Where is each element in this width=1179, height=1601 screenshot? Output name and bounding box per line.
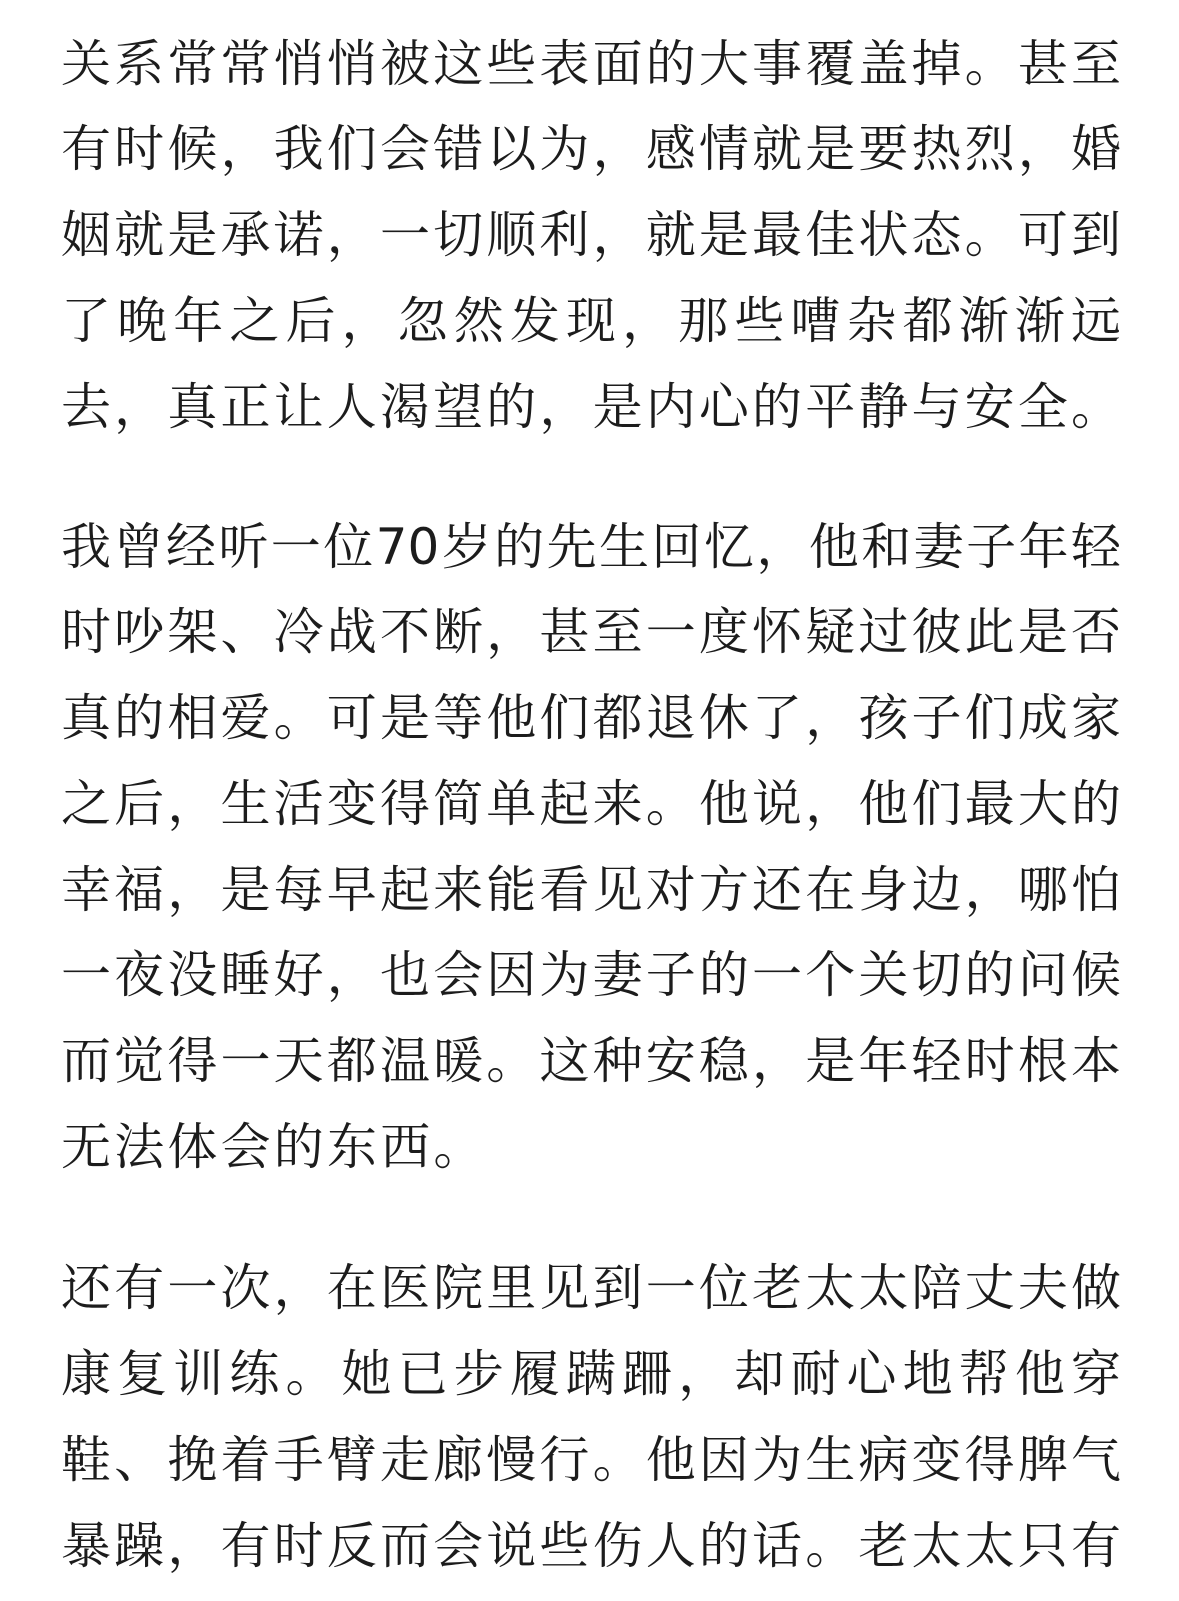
- paragraph-1-line-2: 有时候，我们会错以为，感情就是要热烈，婚: [61, 120, 1121, 178]
- paragraph-2-line-6: 一夜没睡好，也会因为妻子的一个关切的问候: [61, 946, 1121, 1004]
- paragraph-2-line-4: 之后，生活变得简单起来。他说，他们最大的: [61, 775, 1121, 833]
- paragraph-2-line-3: 真的相爱。可是等他们都退休了，孩子们成家: [61, 689, 1121, 747]
- paragraph-3-line-3: 鞋、挽着手臂走廊慢行。他因为生病变得脾气: [61, 1431, 1121, 1489]
- paragraph-1-line-4: 了晚年之后，忽然发现，那些嘈杂都渐渐远: [61, 292, 1121, 350]
- paragraph-2-line-8: 无法体会的东西。: [61, 1118, 487, 1176]
- paragraph-3-line-2: 康复训练。她已步履蹒跚，却耐心地帮他穿: [61, 1345, 1121, 1403]
- paragraph-1-line-3: 姻就是承诺，一切顺利，就是最佳状态。可到: [61, 206, 1121, 264]
- paragraph-2-line-7: 而觉得一天都温暖。这种安稳，是年轻时根本: [61, 1032, 1121, 1090]
- paragraph-2-line-1: 我曾经听一位70岁的先生回忆，他和妻子年轻: [61, 518, 1121, 576]
- paragraph-2-line-5: 幸福，是每早起来能看见对方还在身边，哪怕: [61, 861, 1121, 919]
- paragraph-1-line-1: 关系常常悄悄被这些表面的大事覆盖掉。甚至: [61, 35, 1121, 93]
- paragraph-2-line-2: 时吵架、冷战不断，甚至一度怀疑过彼此是否: [61, 603, 1121, 661]
- paragraph-3-line-4: 暴躁，有时反而会说些伤人的话。老太太只有: [61, 1517, 1121, 1575]
- paragraph-1-line-5: 去，真正让人渴望的，是内心的平静与安全。: [61, 378, 1121, 436]
- paragraph-3-line-1: 还有一次，在医院里见到一位老太太陪丈夫做: [61, 1259, 1121, 1317]
